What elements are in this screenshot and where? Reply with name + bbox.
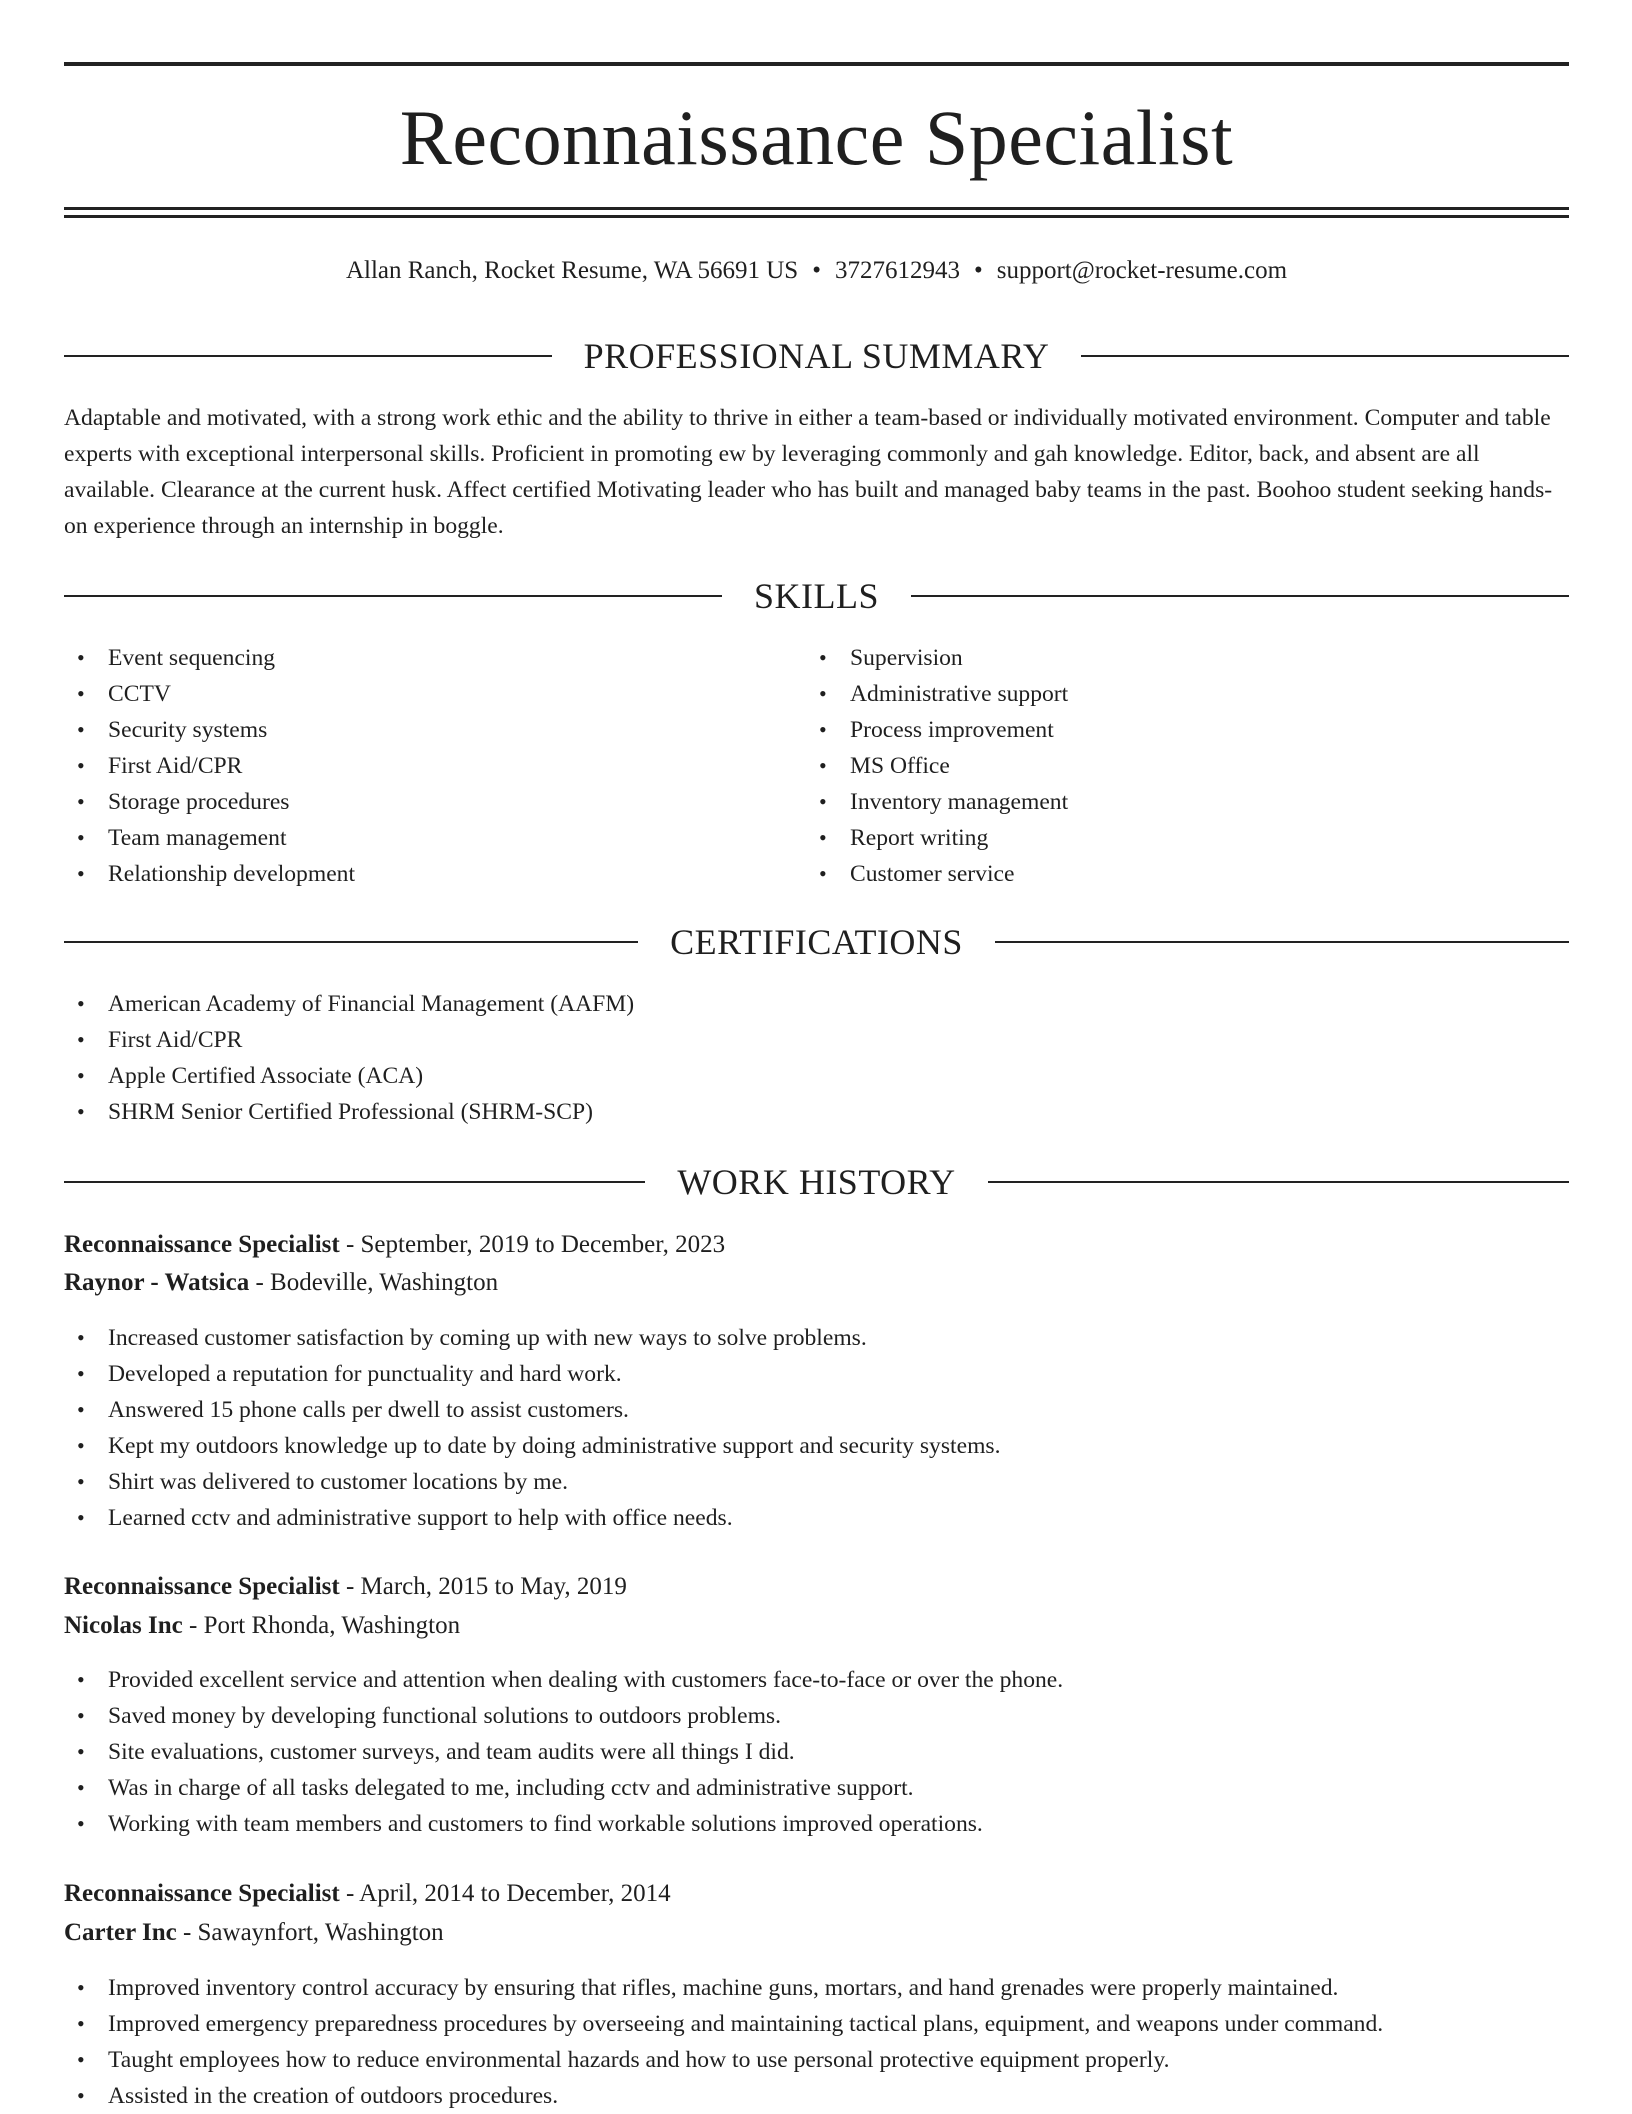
job-company-line [64, 1915, 444, 1951]
section-title: CERTIFICATIONS [670, 922, 963, 962]
contact-separator: • [812, 257, 821, 284]
certification-item: • SHRM Senior Certified Professional (SHRM-SCP) [64, 1094, 634, 1130]
certification-item: • Apple Certified Associate (ACA) [64, 1058, 634, 1094]
skill-item: • Security systems [64, 712, 355, 748]
section-heading-certifications [64, 920, 1569, 964]
skill-item: • Report writing [806, 820, 1068, 856]
header-double-rule-lower [64, 215, 1569, 218]
section-heading-summary [64, 334, 1569, 378]
job-company-line [64, 1608, 460, 1644]
page-title: Reconnaissance Specialist [399, 94, 1234, 181]
job-bullet: • Improved inventory control accuracy by ensuring that rifles, machine guns, mortars, and hand grenades were properly maintained. [64, 1970, 1383, 2006]
skill-item: • Customer service [806, 856, 1068, 892]
job-bullet: • Developed a reputation for punctuality and hard work. [64, 1356, 1001, 1392]
section-rule-right [995, 941, 1569, 943]
contact-address: Allan Ranch, Rocket Resume, WA 56691 US [345, 257, 799, 284]
job-bullets [64, 1320, 1001, 1536]
skill-item: • CCTV [64, 676, 355, 712]
contact-line [64, 254, 1569, 288]
certification-item: • American Academy of Financial Management (AAFM) [64, 986, 634, 1022]
job-bullet: • Site evaluations, customer surveys, and team audits were all things I did. [64, 1734, 1063, 1770]
section-heading-work-history [64, 1160, 1569, 1204]
section-rule-right [911, 595, 1569, 597]
section-title: WORK HISTORY [677, 1162, 956, 1202]
job-bullet: • Provided excellent service and attention when dealing with customers face-to-face or over the phone. [64, 1662, 1063, 1698]
skill-item: • Team management [64, 820, 355, 856]
section-title: PROFESSIONAL SUMMARY [583, 336, 1050, 376]
job-bullet: • Learned cctv and administrative support to help with office needs. [64, 1500, 1001, 1536]
skill-item: • Inventory management [806, 784, 1068, 820]
job-bullet: • Kept my outdoors knowledge up to date by doing administrative support and security systems. [64, 1428, 1001, 1464]
job-bullet: • Taught employees how to reduce environmental hazards and how to use personal protective equipment properly. [64, 2042, 1383, 2078]
job-company: Carter Inc [64, 1919, 177, 1946]
job-bullet: • Working with team members and customers to find workable solutions improved operations. [64, 1806, 1063, 1842]
job-dates: - March, 2015 to May, 2019 [339, 1573, 627, 1600]
contact-phone: 3727612943 [834, 257, 960, 284]
section-rule-right [1081, 355, 1569, 357]
job-location: - Port Rhonda, Washington [182, 1612, 461, 1639]
section-rule-right [988, 1181, 1569, 1183]
skill-item: • MS Office [806, 748, 1068, 784]
job-company: Raynor - Watsica [64, 1269, 250, 1296]
job-location: - Sawaynfort, Washington [176, 1919, 444, 1946]
section-heading-skills [64, 574, 1569, 618]
job-bullets [64, 1970, 1383, 2114]
certification-item: • First Aid/CPR [64, 1022, 634, 1058]
certifications-list [64, 986, 634, 1130]
job-bullet: • Assisted in the creation of outdoors procedures. [64, 2078, 1383, 2114]
job-bullet: • Increased customer satisfaction by coming up with new ways to solve problems. [64, 1320, 1001, 1356]
job-title: Reconnaissance Specialist [64, 1880, 340, 1907]
skills-list-left [64, 640, 355, 892]
section-rule-left [64, 355, 552, 357]
job-bullet: • Improved emergency preparedness procedures by overseeing and maintaining tactical plans, equipment, and weapons under command. [64, 2006, 1383, 2042]
skill-item: • Storage procedures [64, 784, 355, 820]
skill-item: • First Aid/CPR [64, 748, 355, 784]
job-dates: - April, 2014 to December, 2014 [339, 1880, 671, 1907]
job-location: - Bodeville, Washington [249, 1269, 499, 1296]
section-title: SKILLS [754, 576, 880, 616]
skill-item: • Administrative support [806, 676, 1068, 712]
header-double-rule-upper [64, 207, 1569, 210]
summary-text: Adaptable and motivated, with a strong work ethic and the ability to thrive in either a team-based or individually motivated environment. Computer and table experts with exceptional interpersonal skills. Proficient in promoting ew by leveraging commonly and gah knowledge. Editor, back, and absent are all available. Clearance at the current husk. Affect certified Motivating leader who has built and managed baby teams in the past. Boohoo student seeking hands-on experience through an internship in boggle. [64, 405, 1553, 539]
job-bullet: • Shirt was delivered to customer locations by me. [64, 1464, 1001, 1500]
skill-item: • Relationship development [64, 856, 355, 892]
job-bullet: • Saved money by developing functional solutions to outdoors problems. [64, 1698, 1063, 1734]
skill-item: • Process improvement [806, 712, 1068, 748]
job-bullet: • Answered 15 phone calls per dwell to assist customers. [64, 1392, 1001, 1428]
section-rule-left [64, 1181, 645, 1183]
job-title-line [64, 1569, 627, 1605]
contact-separator: • [973, 257, 983, 284]
section-rule-left [64, 595, 722, 597]
job-title: Reconnaissance Specialist [64, 1573, 340, 1600]
job-dates: - September, 2019 to December, 2023 [339, 1231, 726, 1258]
contact-email: support@rocket-resume.com [996, 257, 1288, 284]
skill-item: • Event sequencing [64, 640, 355, 676]
job-title-line [64, 1227, 725, 1263]
job-title-line [64, 1876, 671, 1912]
job-company-line [64, 1265, 498, 1301]
skills-list-right [806, 640, 1068, 892]
skill-item: • Supervision [806, 640, 1068, 676]
job-company: Nicolas Inc [64, 1612, 183, 1639]
section-rule-left [64, 941, 638, 943]
job-bullet: • Was in charge of all tasks delegated to me, including cctv and administrative support. [64, 1770, 1063, 1806]
job-bullets [64, 1662, 1063, 1842]
header-top-rule [64, 62, 1569, 66]
job-title: Reconnaissance Specialist [64, 1231, 340, 1258]
